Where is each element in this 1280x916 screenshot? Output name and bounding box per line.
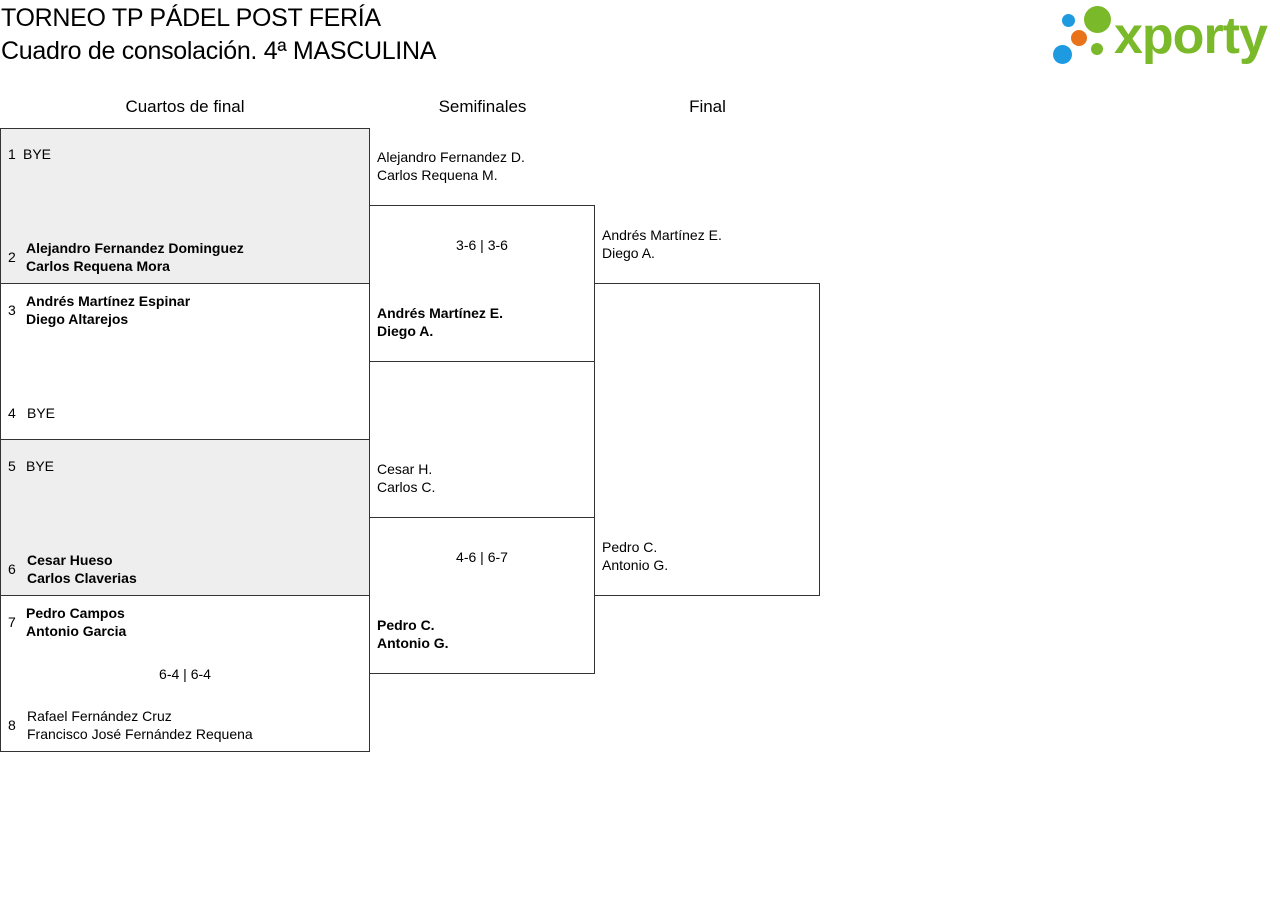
xporty-logo: [1050, 3, 1276, 67]
player-name: Alejandro Fernandez Dominguez: [26, 240, 244, 256]
player-name: Pedro Campos: [26, 605, 125, 621]
team-entry: [27, 551, 137, 587]
player-name: Carlos Requena Mora: [26, 258, 170, 274]
logo-dot-blue: [1053, 45, 1072, 64]
player-name: Francisco José Fernández Requena: [27, 726, 253, 742]
team-entry: [27, 707, 253, 743]
tournament-title: TORNEO TP PÁDEL POST FERÍA: [1, 4, 381, 32]
round-header-semifinals: Semifinales: [438, 97, 527, 116]
logo-dot-blue-small: [1062, 14, 1075, 27]
player-name: Antonio G.: [377, 635, 449, 651]
round-header-quarterfinals: Cuartos de final: [125, 97, 245, 116]
seed-number: 2: [8, 249, 16, 265]
seed-number: 1: [8, 146, 16, 162]
seed-number: 7: [8, 614, 16, 630]
player-name: Carlos C.: [377, 479, 436, 495]
player-name: Diego A.: [377, 323, 434, 339]
team-entry: [377, 148, 525, 184]
player-name: Andrés Martínez E.: [602, 227, 722, 243]
team-entry: [602, 538, 668, 574]
team-entry: [26, 604, 126, 640]
team-entry: [377, 616, 449, 652]
match-score: 6-4 | 6-4: [159, 666, 211, 682]
match-score: 4-6 | 6-7: [456, 549, 508, 565]
player-name: Andrés Martínez E.: [377, 305, 504, 321]
team-entry: [377, 460, 435, 496]
player-name: Alejandro Fernandez D.: [377, 149, 525, 165]
match-score: 3-6 | 3-6: [456, 237, 508, 253]
team-entry: [377, 304, 503, 340]
team-entry: [602, 226, 722, 262]
seed-number: 4: [8, 405, 16, 421]
player-name: Antonio Garcia: [26, 623, 127, 639]
seed-number: 8: [8, 717, 16, 733]
player-name: Antonio G.: [602, 557, 669, 573]
player-name: Carlos Requena M.: [377, 167, 498, 183]
player-name: Carlos Claverias: [27, 570, 137, 586]
player-name: Cesar Hueso: [27, 552, 113, 568]
logo-dot-green: [1084, 6, 1111, 33]
seed-number: 6: [8, 561, 16, 577]
player-name: Pedro C.: [377, 617, 435, 633]
logo-dot-green-small: [1091, 43, 1103, 55]
bye-slot: BYE: [26, 458, 55, 474]
bye-slot: BYE: [23, 146, 52, 162]
team-entry: [26, 292, 190, 328]
logo-wordmark: xporty: [1114, 7, 1267, 65]
seed-number: 3: [8, 302, 16, 318]
seed-number: 5: [8, 458, 16, 474]
player-name: Cesar H.: [377, 461, 433, 477]
player-name: Diego A.: [602, 245, 655, 261]
bracket-subtitle: Cuadro de consolación. 4ª MASCULINA: [1, 37, 437, 65]
player-name: Rafael Fernández Cruz: [27, 708, 172, 724]
round-header-final: Final: [689, 97, 726, 116]
player-name: Pedro C.: [602, 539, 658, 555]
player-name: Diego Altarejos: [26, 311, 129, 327]
player-name: Andrés Martínez Espinar: [26, 293, 191, 309]
bye-slot: BYE: [27, 405, 56, 421]
logo-dot-orange: [1071, 30, 1087, 46]
team-entry: [26, 239, 244, 275]
